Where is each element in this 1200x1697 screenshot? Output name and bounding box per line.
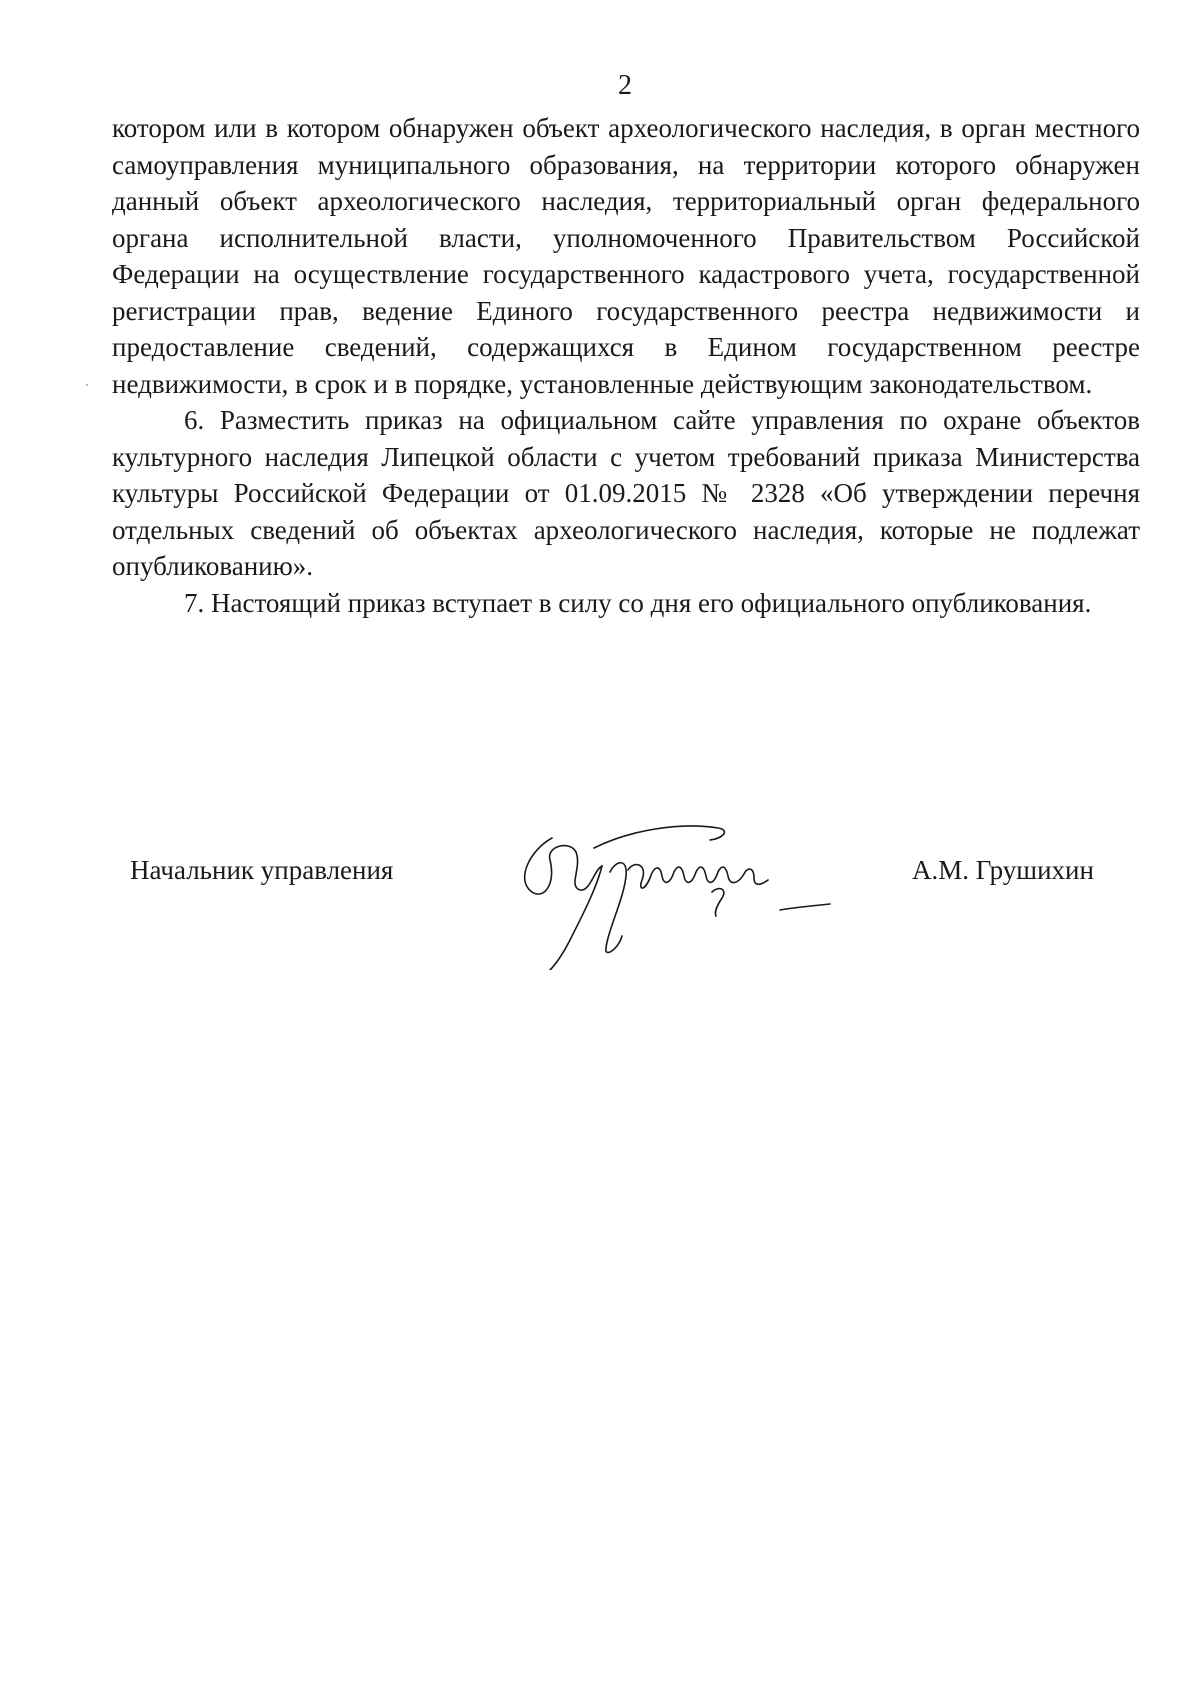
paragraph-item-7: 7. Настоящий приказ вступает в силу со дня его официального опубликования. — [184, 587, 1092, 618]
page-number: 2 — [618, 70, 632, 101]
signatory-name: А.М. Грушихин — [912, 855, 1094, 885]
signatory-position: Начальник управления — [130, 855, 394, 885]
document-body — [112, 110, 1140, 621]
paragraph-continuation: котором или в котором обнаружен объект археологического наследия, в орган местного самоуправления муниципального образования, на территории которого обнаружен данный объект археологического наследия, территориальный орган федерального органа исполнительной власти, уполномоченного Правительством Российской Федерации на осуществление государственного кадастрового учета, государственной регистрации прав, ведение Единого государственного реестра недвижимости и предоставление сведений, содержащихся в Едином государственном реестре недвижимости, в срок и в порядке, установленные действующим законодательством. — [112, 113, 1140, 399]
scan-speck — [86, 384, 88, 386]
paragraph-item-6: 6. Разместить приказ на официальном сайте управления по охране объектов культурного наследия Липецкой области с учетом требований приказа Министерства культуры Российской Федерации от 01.09.2015 № 2328 «Об утверждении перечня отдельных сведений об объектах археологического наследия, которые не подлежат опубликованию». — [112, 405, 1140, 581]
signature-block — [0, 820, 1200, 970]
handwritten-signature-icon — [510, 820, 890, 970]
